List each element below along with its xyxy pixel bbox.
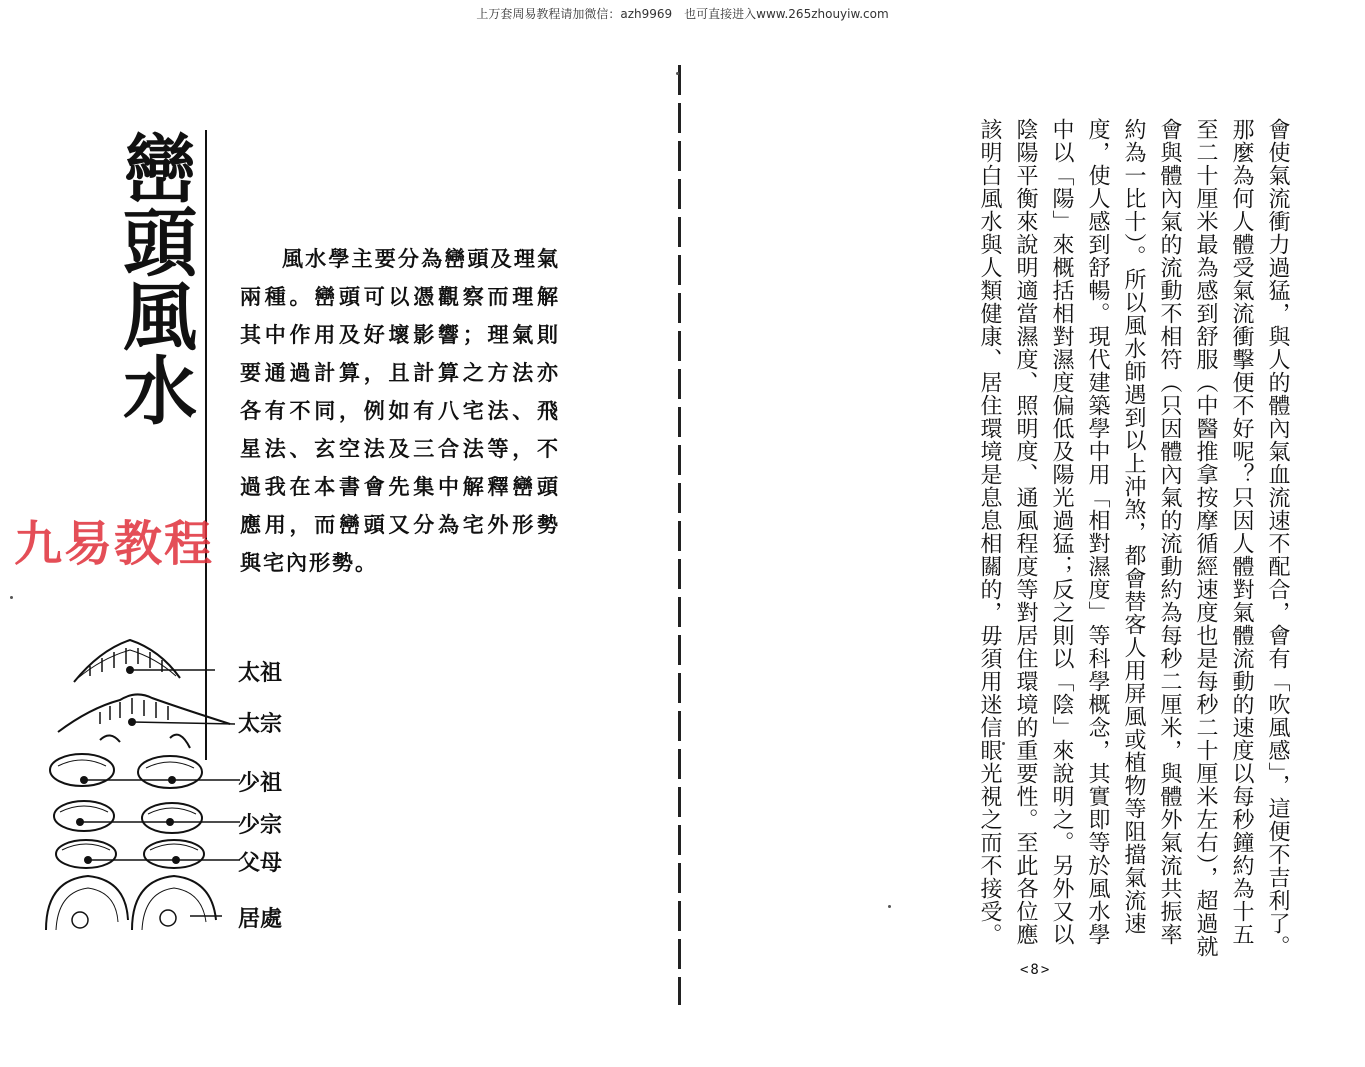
- scan-speck: [676, 72, 679, 75]
- scan-speck: [10, 596, 13, 599]
- page-header: 上万套周易教程请加微信：azh9969 也可直接进入www.265zhouyiw.com: [476, 7, 889, 21]
- body-text-vertical: 會使氣流衝力過猛，與人的體內氣血流速不配合，會有「吹風感」，這便不吉利了。那麼為何人體受氣流衝擊便不好呢？只因人體對氣體流動的速度以每秒鐘約為十五至二十厘米最為感到舒服（中醫推拿按摩循經速度也是每秒二十厘米左右），超過就會與體內氣的流動不相符（只因體內氣的流動約為每秒二厘米，與體外氣流共振率約為一比十）。所以風水師遇到以上沖煞，都會替客人用屏風或植物等阻擋氣流速度，使人感到舒暢。現代建築學中用「相對濕度」等科學概念，其實即等於風水學中以「陽」來概括相對濕度偏低及陽光過猛；反之則以「陰」來說明之。另外又以陰陽平衡來說明適當濕度、照明度、通風程度等對居住環境的重要性。至此各位應該明白風水與人類健康、居住環境是息息相關的，毋須用迷信眼光視之而不接受。: [977, 118, 1290, 958]
- book-spine-divider: [678, 65, 681, 1005]
- label-shaozu: 少祖: [238, 771, 283, 796]
- page-number: <8>: [1020, 962, 1052, 978]
- label-shaozong: 少宗: [238, 813, 283, 838]
- label-fumu: 父母: [238, 851, 283, 876]
- intro-paragraph: 風水學主要分為巒頭及理氣兩種。巒頭可以憑觀察而理解其中作用及好壞影響；理氣則要通過計算，且計算之方法亦各有不同，例如有八宅法、飛星法、玄空法及三合法等，不過我在本書會先集中解釋巒頭應用，而巒頭又分為宅外形勢與宅內形勢。: [240, 247, 560, 575]
- label-juchu: 居處: [238, 907, 283, 932]
- scan-speck: [1002, 742, 1005, 745]
- chapter-title: 巒頭風水: [111, 130, 197, 426]
- watermark: 九易教程: [14, 516, 215, 572]
- scan-speck: [888, 905, 891, 908]
- label-taizu: 太祖: [238, 661, 283, 686]
- label-taizong: 太宗: [238, 712, 283, 737]
